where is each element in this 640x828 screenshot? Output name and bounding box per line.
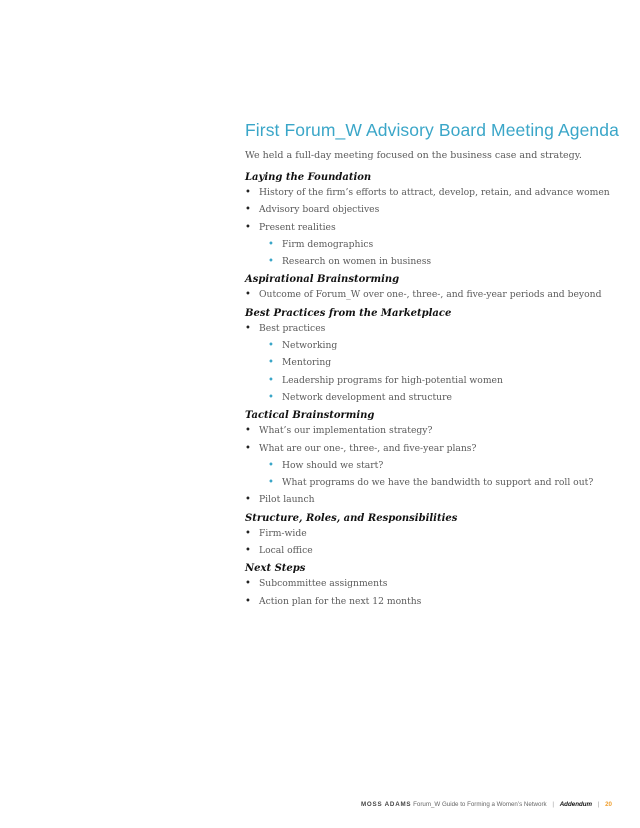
section-heading: Next Steps bbox=[245, 563, 306, 575]
bullet-list bbox=[245, 528, 625, 563]
page-footer bbox=[361, 801, 612, 808]
sub-list-item: • How should we start? bbox=[245, 460, 625, 477]
section-heading: Tactical Brainstorming bbox=[245, 410, 375, 422]
section-heading: Best Practices from the Marketplace bbox=[245, 307, 452, 319]
bullet-list bbox=[245, 187, 625, 273]
list-item: • What’s our implementation strategy? bbox=[245, 425, 625, 442]
agenda-sections bbox=[245, 171, 625, 613]
list-item: • Advisory board objectives bbox=[245, 204, 625, 221]
agenda-section bbox=[245, 307, 625, 409]
list-item: • What are our one-, three-, and five-year plans? bbox=[245, 443, 625, 460]
bullet-list bbox=[245, 425, 625, 511]
sub-list-item: • Research on women in business bbox=[245, 256, 625, 273]
bullet-list bbox=[245, 323, 625, 409]
list-item: • Best practices bbox=[245, 323, 625, 340]
list-item: • Subcommittee assignments bbox=[245, 578, 625, 595]
agenda-section bbox=[245, 512, 625, 563]
agenda-content bbox=[245, 120, 625, 613]
sub-list-item: • What programs do we have the bandwidth to support and roll out? bbox=[245, 477, 625, 494]
intro-text: We held a full-day meeting focused on the business case and strategy. bbox=[245, 150, 582, 161]
agenda-section bbox=[245, 273, 625, 306]
bullet-list bbox=[245, 289, 625, 306]
agenda-section bbox=[245, 409, 625, 511]
footer-brand: MOSS ADAMS bbox=[360, 801, 412, 808]
list-item: • Outcome of Forum_W over one-, three-, and five-year periods and beyond bbox=[245, 289, 625, 306]
footer-section: Addendum bbox=[559, 801, 593, 808]
sub-list-item: • Mentoring bbox=[245, 357, 625, 374]
list-item: • Pilot launch bbox=[245, 494, 625, 511]
bullet-list bbox=[245, 578, 625, 613]
list-item: • Action plan for the next 12 months bbox=[245, 596, 625, 613]
list-item: • Firm-wide bbox=[245, 528, 625, 545]
list-item: • Local office bbox=[245, 545, 625, 562]
footer-guide-title: Forum_W Guide to Forming a Women’s Network bbox=[413, 801, 547, 808]
section-heading: Laying the Foundation bbox=[245, 172, 372, 183]
sub-list-item: • Leadership programs for high-potential women bbox=[245, 375, 625, 392]
sub-list-item: • Networking bbox=[245, 340, 625, 357]
footer-divider: | bbox=[552, 801, 554, 808]
list-item: • Present realities bbox=[245, 222, 625, 239]
section-heading: Aspirational Brainstorming bbox=[245, 274, 400, 286]
page-number: 20 bbox=[605, 801, 612, 808]
agenda-section bbox=[245, 562, 625, 613]
agenda-section bbox=[245, 171, 625, 273]
list-item: • History of the firm’s efforts to attract, develop, retain, and advance women bbox=[245, 187, 625, 204]
section-heading: Structure, Roles, and Responsibilities bbox=[245, 512, 458, 524]
page-title: First Forum_W Advisory Board Meeting Agenda bbox=[245, 120, 619, 140]
sub-list-item: • Network development and structure bbox=[245, 392, 625, 409]
footer-divider: | bbox=[597, 801, 600, 808]
sub-list-item: • Firm demographics bbox=[245, 239, 625, 256]
